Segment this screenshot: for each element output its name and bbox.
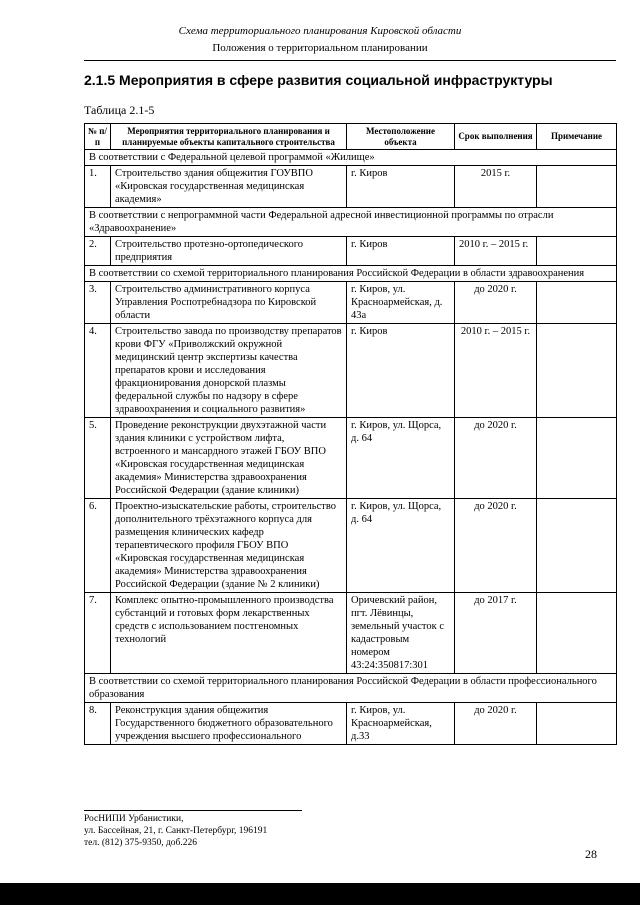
cell-location: г. Киров <box>347 166 455 208</box>
table-row <box>85 237 617 266</box>
measures-table <box>84 123 617 745</box>
cell-term: до 2020 г. <box>455 703 537 745</box>
page-number: 28 <box>585 847 597 861</box>
cell-note <box>537 593 617 674</box>
cell-term: 2015 г. <box>455 166 537 208</box>
cell-name: Строительство здания общежития ГОУВПО «Кировская государственная медицинская академия» <box>111 166 347 208</box>
section-row <box>85 674 617 703</box>
cell-term: до 2020 г. <box>455 282 537 324</box>
cell-location: г. Киров <box>347 324 455 418</box>
cell-location: г. Киров, ул. Красноармейская, д.33 <box>347 703 455 745</box>
table-row <box>85 282 617 324</box>
cell-location: г. Киров, ул. Щорса, д. 64 <box>347 499 455 593</box>
cell-num: 5. <box>85 418 111 499</box>
table-row <box>85 593 617 674</box>
cell-note <box>537 418 617 499</box>
scan-bottom-bar <box>0 883 640 905</box>
cell-note <box>537 166 617 208</box>
cell-note <box>537 282 617 324</box>
cell-name: Комплекс опытно-промышленного производства субстанций и готовых форм лекарственных средств с использованием постгеномных технологий <box>111 593 347 674</box>
cell-name: Строительство административного корпуса Управления Роспотребнадзора по Кировской области <box>111 282 347 324</box>
table-row <box>85 418 617 499</box>
table-header-row <box>85 124 617 150</box>
footer-divider <box>84 810 302 811</box>
cell-location: г. Киров, ул. Щорса, д. 64 <box>347 418 455 499</box>
table-row <box>85 166 617 208</box>
header-note: Примечание <box>537 124 617 150</box>
cell-term: до 2020 г. <box>455 499 537 593</box>
cell-location: г. Киров <box>347 237 455 266</box>
cell-num: 2. <box>85 237 111 266</box>
cell-location: Оричевский район, пгт. Лёвинцы, земельный участок с кадастровым номером 43:24:350817:301 <box>347 593 455 674</box>
running-header-subtitle: Положения о территориальном планировании <box>212 42 428 54</box>
cell-num: 1. <box>85 166 111 208</box>
cell-note <box>537 237 617 266</box>
header-term: Срок выполнения <box>455 124 537 150</box>
footer-address: ул. Бассейная, 21, г. Санкт-Петербург, 196191 <box>84 826 268 836</box>
running-header-title: Схема территориального планирования Кировской области <box>178 25 462 37</box>
header-divider <box>84 60 616 61</box>
cell-term: 2010 г. – 2015 г. <box>455 237 537 266</box>
cell-num: 3. <box>85 282 111 324</box>
footer-phone: тел. (812) 375-9350, доб.226 <box>84 838 198 848</box>
cell-note <box>537 703 617 745</box>
footer <box>84 813 267 849</box>
section-label: В соответствии со схемой территориального планирования Российской Федерации в области здравоохранения <box>85 266 617 282</box>
cell-num: 6. <box>85 499 111 593</box>
cell-num: 8. <box>85 703 111 745</box>
section-label: В соответствии с непрограммной части Федеральной адресной инвестиционной программы по отрасли «Здравоохранение» <box>85 208 617 237</box>
cell-note <box>537 499 617 593</box>
cell-note <box>537 324 617 418</box>
header-location: Местоположение объекта <box>347 124 455 150</box>
cell-name: Строительство завода по производству препаратов крови ФГУ «Приволжский окружной медицинский центр экспертизы качества препаратов крови и исследования фракционирования донорской плазмы федеральной службы по надзору в сфере здравоохранения и социального развития» <box>111 324 347 418</box>
cell-num: 4. <box>85 324 111 418</box>
header-num: № п/п <box>85 124 111 150</box>
footer-org: РосНИПИ Урбанистики, <box>84 814 184 824</box>
cell-name: Проектно-изыскательские работы, строительство дополнительного трёхэтажного корпуса для размещения клинических кафедр терапевтического профиля ГБОУ ВПО «Кировская государственная медицинская академия» Министерства здравоохранения Российской Федерации (здание № 2 клиники) <box>111 499 347 593</box>
section-label: В соответствии с Федеральной целевой программой «Жилище» <box>85 150 617 166</box>
cell-location: г. Киров, ул. Красноармейская, д. 43а <box>347 282 455 324</box>
table-row <box>85 499 617 593</box>
section-heading: 2.1.5 Мероприятия в сфере развития социальной инфраструктуры <box>84 72 553 88</box>
table-row <box>85 703 617 745</box>
cell-name: Строительство протезно-ортопедического предприятия <box>111 237 347 266</box>
cell-name: Проведение реконструкции двухэтажной части здания клиники с устройством лифта, встроенного и мансардного этажей ГБОУ ВПО «Кировская государственная медицинская академия» Министерства здравоохранения Российской Федерации (здание клиники) <box>111 418 347 499</box>
cell-num: 7. <box>85 593 111 674</box>
section-row <box>85 208 617 237</box>
table-row <box>85 324 617 418</box>
header-name: Мероприятия территориального планирования и планируемые объекты капитального строительства <box>111 124 347 150</box>
section-row <box>85 266 617 282</box>
section-label: В соответствии со схемой территориального планирования Российской Федерации в области профессионального образования <box>85 674 617 703</box>
cell-term: до 2017 г. <box>455 593 537 674</box>
section-row <box>85 150 617 166</box>
cell-term: 2010 г. – 2015 г. <box>455 324 537 418</box>
cell-term: до 2020 г. <box>455 418 537 499</box>
table-caption: Таблица 2.1-5 <box>84 103 155 117</box>
cell-name: Реконструкция здания общежития Государственного бюджетного образовательного учреждения высшего профессионального <box>111 703 347 745</box>
